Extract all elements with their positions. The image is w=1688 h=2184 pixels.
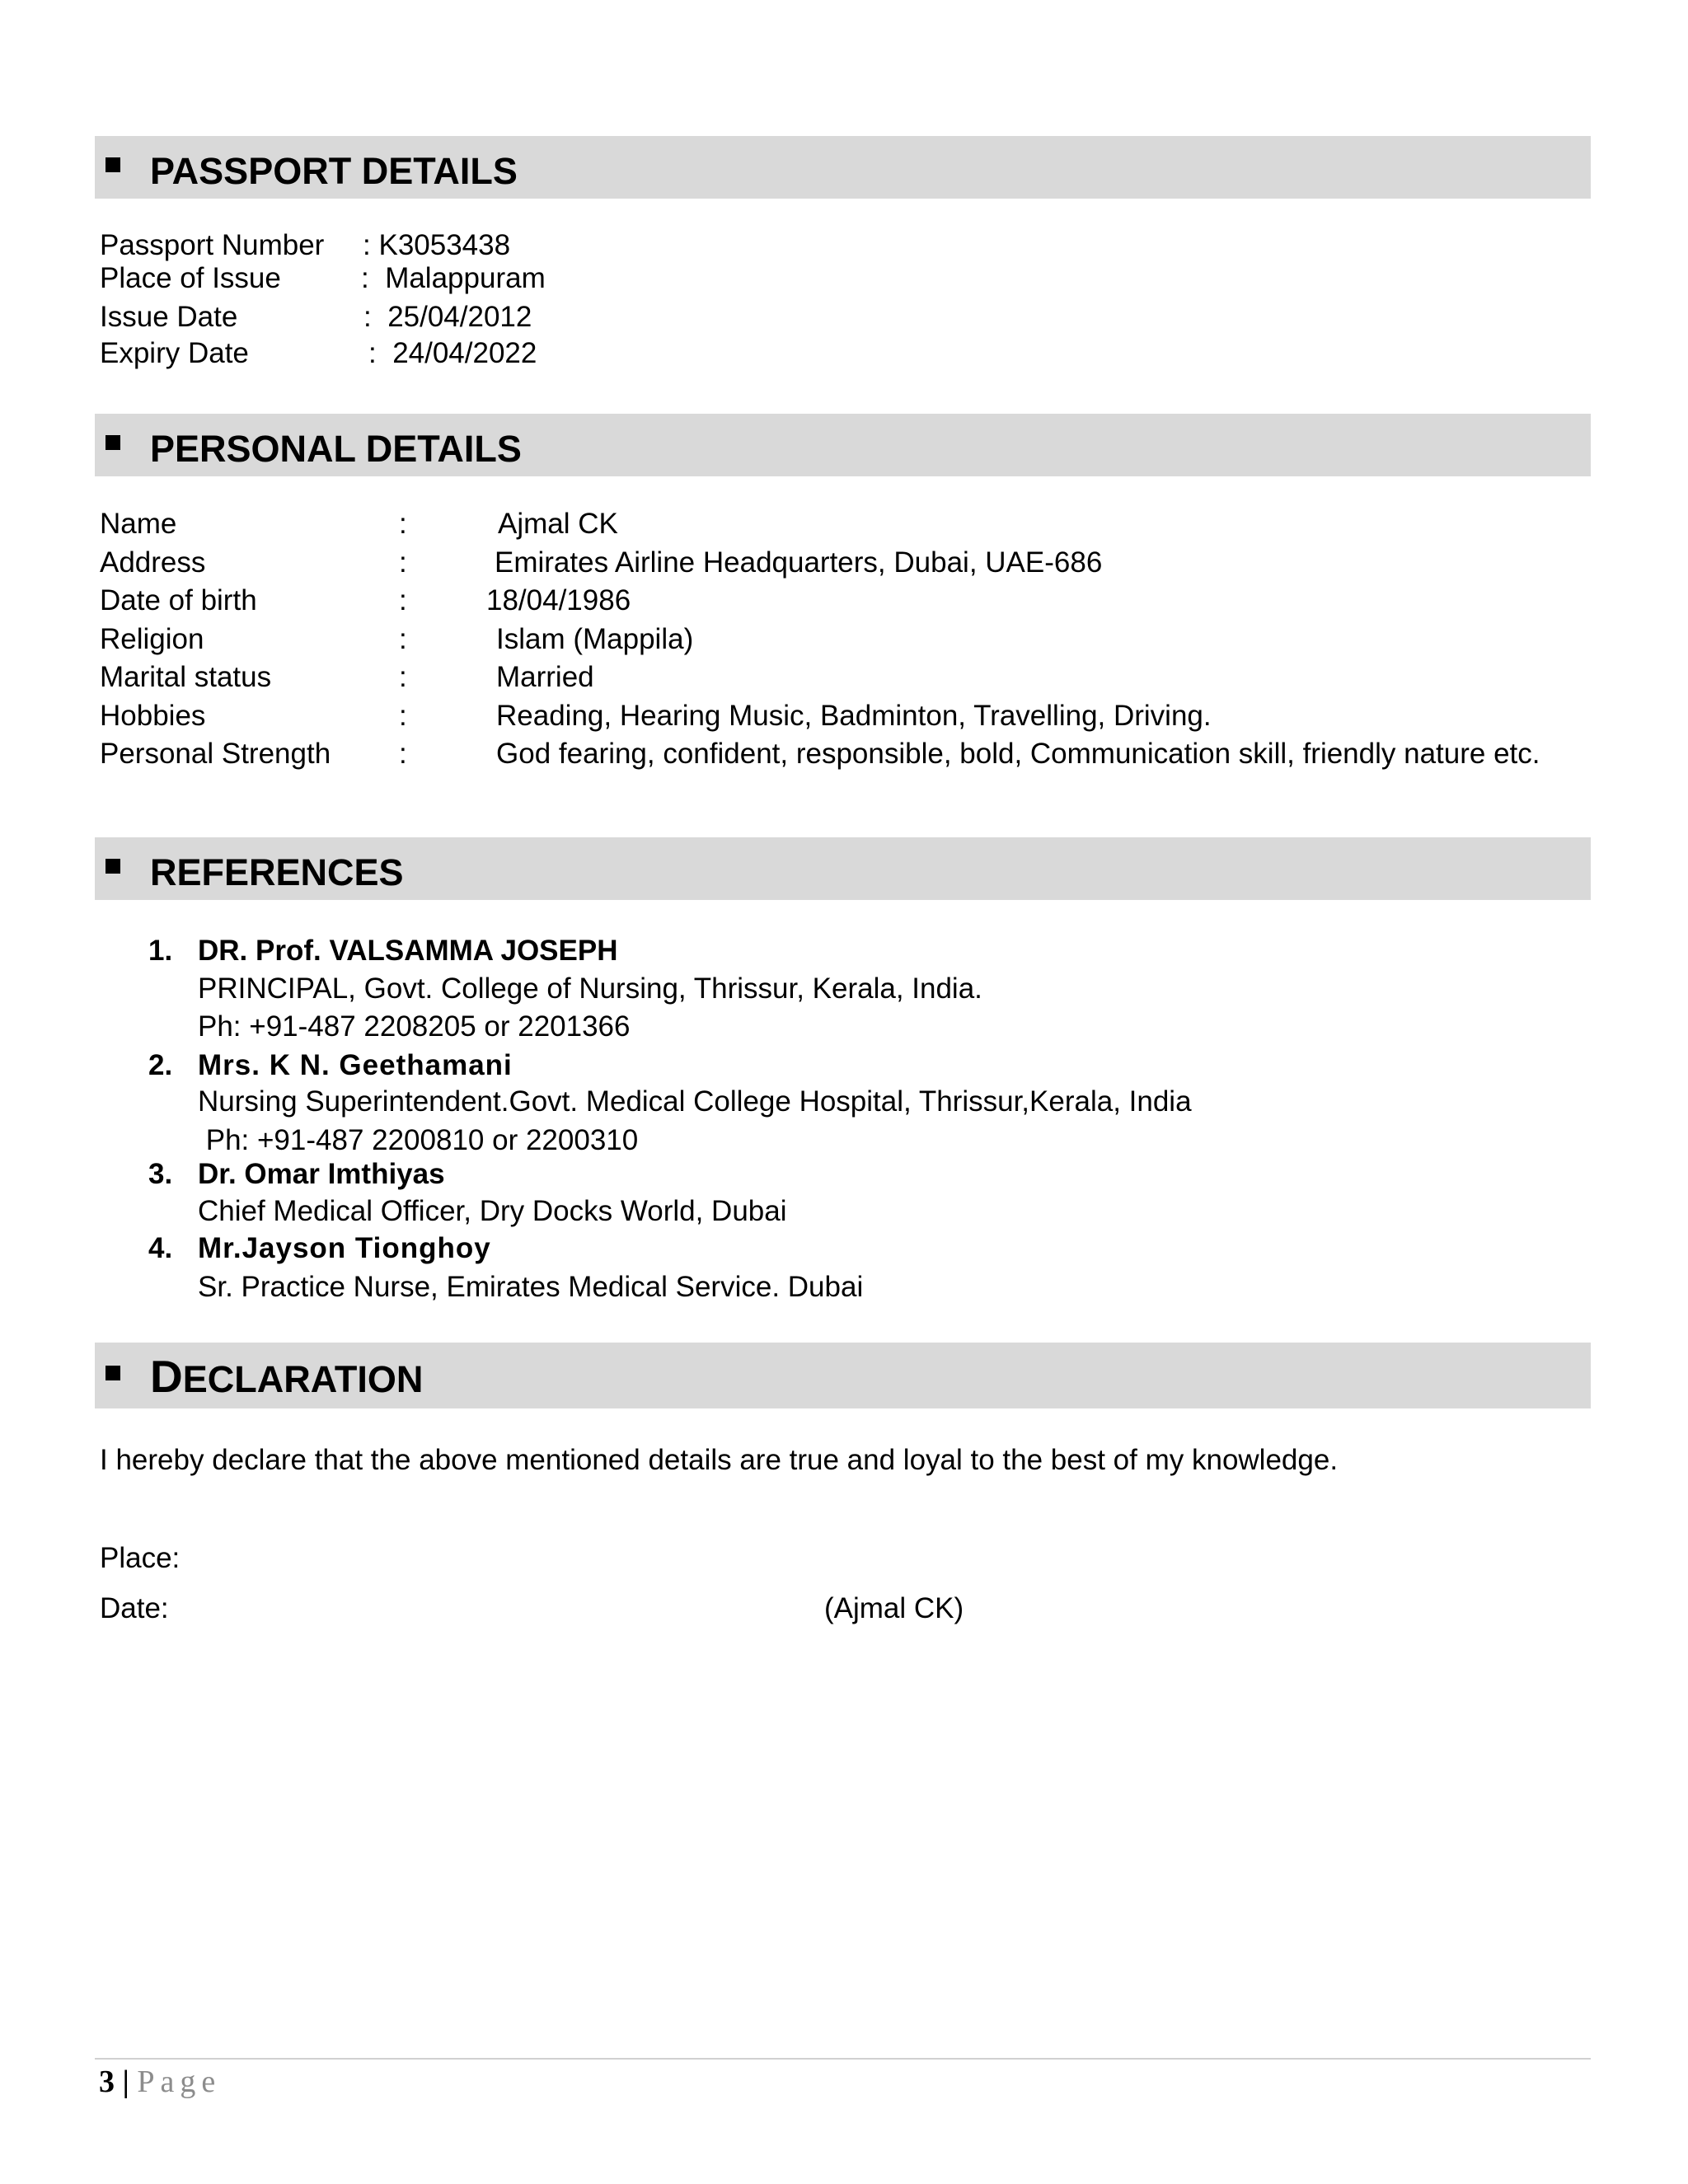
reference-name: Mr.Jayson Tionghoy xyxy=(198,1232,491,1264)
reference-detail: PRINCIPAL, Govt. College of Nursing, Thrissur, Kerala, India. xyxy=(198,972,982,1005)
passport-row xyxy=(100,231,324,260)
reference-detail: Sr. Practice Nurse, Emirates Medical Service. Dubai xyxy=(198,1271,864,1303)
date-label: Date: xyxy=(100,1592,169,1624)
reference-phone: Ph: +91-487 2200810 or 2200310 xyxy=(198,1124,639,1156)
name-label: Name xyxy=(100,508,177,540)
marital-status-value: Married xyxy=(496,661,594,693)
row-separator: : xyxy=(399,508,407,540)
passport-number-value: : K3053438 xyxy=(363,229,511,261)
expiry-date-label: Expiry Date xyxy=(100,337,249,369)
row-separator: : xyxy=(399,546,407,579)
name-value: Ajmal CK xyxy=(498,508,618,540)
page-word: Page xyxy=(137,2064,222,2099)
reference-number: 2. xyxy=(148,1049,173,1081)
square-bullet-icon xyxy=(106,1366,120,1380)
religion-label: Religion xyxy=(100,623,204,655)
reference-number: 3. xyxy=(148,1158,173,1190)
personal-strength-label: Personal Strength xyxy=(100,738,331,770)
declaration-heading: DECLARATION xyxy=(150,1351,424,1402)
row-separator: : xyxy=(399,584,407,616)
address-value: Emirates Airline Headquarters, Dubai, UAE-686 xyxy=(495,546,1103,579)
signature-name: (Ajmal CK) xyxy=(824,1592,964,1624)
personal-section-header xyxy=(95,414,1591,476)
reference-name: DR. Prof. VALSAMMA JOSEPH xyxy=(198,935,618,967)
square-bullet-icon xyxy=(106,859,120,874)
reference-name: Mrs. K N. Geethamani xyxy=(198,1049,513,1081)
footer-divider xyxy=(95,2058,1591,2060)
hobbies-label: Hobbies xyxy=(100,700,206,732)
footer-separator: | xyxy=(122,2064,129,2099)
dob-value: 18/04/1986 xyxy=(486,584,631,616)
passport-heading: PASSPORT DETAILS xyxy=(150,150,518,192)
passport-number-label: Passport Number xyxy=(100,229,325,261)
square-bullet-icon xyxy=(106,435,120,450)
declaration-section-header xyxy=(95,1343,1591,1408)
passport-section-header xyxy=(95,136,1591,199)
square-bullet-icon xyxy=(106,157,120,172)
reference-detail: Nursing Superintendent.Govt. Medical College Hospital, Thrissur,Kerala, India xyxy=(198,1085,1192,1118)
place-of-issue-value: : Malappuram xyxy=(361,262,546,294)
marital-status-label: Marital status xyxy=(100,661,272,693)
place-label: Place: xyxy=(100,1542,181,1574)
references-heading: REFERENCES xyxy=(150,851,404,893)
reference-number: 4. xyxy=(148,1232,173,1264)
issue-date-label: Issue Date xyxy=(100,301,238,333)
dob-label: Date of birth xyxy=(100,584,257,616)
personal-strength-value: God fearing, confident, responsible, bold, Communication skill, friendly nature etc. xyxy=(496,738,1540,770)
reference-name: Dr. Omar Imthiyas xyxy=(198,1158,445,1190)
page-footer xyxy=(99,2066,221,2097)
religion-value: Islam (Mappila) xyxy=(496,623,694,655)
passport-row xyxy=(100,264,281,293)
reference-number: 1. xyxy=(148,935,173,967)
personal-heading: PERSONAL DETAILS xyxy=(150,428,522,470)
expiry-date-value: : 24/04/2022 xyxy=(368,337,537,369)
row-separator: : xyxy=(399,623,407,655)
place-of-issue-label: Place of Issue xyxy=(100,262,281,294)
passport-row xyxy=(100,339,249,368)
reference-detail: Chief Medical Officer, Dry Docks World, Dubai xyxy=(198,1195,787,1227)
declaration-text: I hereby declare that the above mentioned details are true and loyal to the best of my knowledge. xyxy=(100,1444,1339,1476)
address-label: Address xyxy=(100,546,206,579)
passport-row xyxy=(100,302,237,331)
reference-phone: Ph: +91-487 2208205 or 2201366 xyxy=(198,1010,631,1043)
row-separator: : xyxy=(399,738,407,770)
row-separator: : xyxy=(399,661,407,693)
row-separator: : xyxy=(399,700,407,732)
references-section-header xyxy=(95,837,1591,900)
issue-date-value: : 25/04/2012 xyxy=(363,301,532,333)
page-number: 3 xyxy=(99,2064,115,2099)
hobbies-value: Reading, Hearing Music, Badminton, Travelling, Driving. xyxy=(496,700,1212,732)
